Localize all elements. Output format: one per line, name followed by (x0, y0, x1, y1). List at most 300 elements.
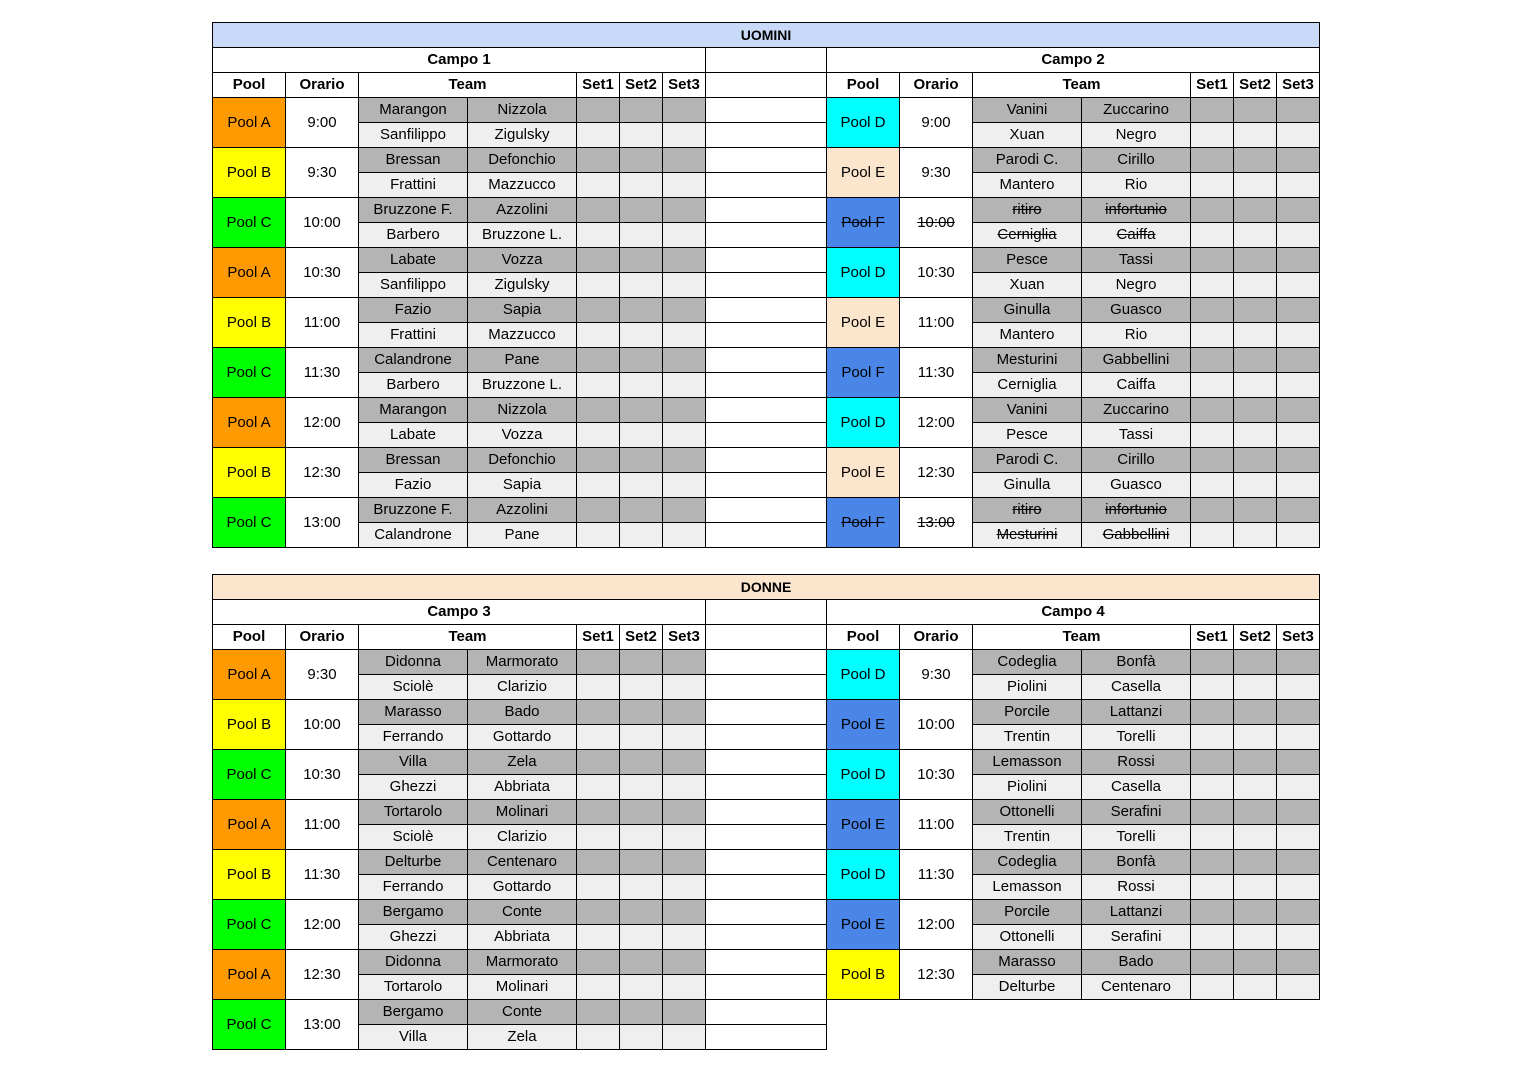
pool-cell: Pool D (827, 650, 900, 700)
set-score-cell[interactable] (663, 348, 706, 373)
player-name: Xuan (973, 273, 1082, 298)
player-name: Ferrando (359, 725, 468, 750)
set-score-cell[interactable] (1191, 975, 1234, 1000)
pool-cell: Pool C (213, 348, 286, 398)
set-score-cell[interactable] (1191, 925, 1234, 950)
set-score-cell[interactable] (577, 298, 620, 323)
set-score-cell[interactable] (620, 498, 663, 523)
set-score-cell[interactable] (1234, 498, 1277, 523)
set-score-cell[interactable] (663, 448, 706, 473)
set-score-cell[interactable] (620, 423, 663, 448)
table-row (213, 148, 1320, 173)
set-score-cell[interactable] (663, 98, 706, 123)
set-score-cell[interactable] (620, 925, 663, 950)
set-score-cell[interactable] (663, 800, 706, 825)
time-cell: 13:00 (286, 1000, 359, 1050)
set-score-cell[interactable] (1277, 800, 1320, 825)
player-name: Rossi (1082, 750, 1191, 775)
set-score-cell[interactable] (620, 473, 663, 498)
set-score-cell[interactable] (620, 1025, 663, 1050)
set-score-cell[interactable] (1191, 800, 1234, 825)
set-score-cell[interactable] (620, 825, 663, 850)
set-score-cell[interactable] (1191, 123, 1234, 148)
set-score-cell[interactable] (1277, 975, 1320, 1000)
set-score-cell[interactable] (577, 650, 620, 675)
player-name: Bressan (359, 448, 468, 473)
set-score-cell[interactable] (577, 1025, 620, 1050)
set-score-cell[interactable] (1234, 675, 1277, 700)
player-name: Labate (359, 248, 468, 273)
set-score-cell[interactable] (1234, 700, 1277, 725)
set-score-cell[interactable] (1277, 498, 1320, 523)
set-score-cell[interactable] (663, 725, 706, 750)
set-score-cell[interactable] (1277, 273, 1320, 298)
time-cell: 13:00 (286, 498, 359, 548)
table-row (213, 675, 1320, 700)
set-score-cell[interactable] (577, 373, 620, 398)
pool-cell: Pool B (213, 700, 286, 750)
set-score-cell[interactable] (663, 473, 706, 498)
set-score-cell[interactable] (1191, 298, 1234, 323)
set-score-cell[interactable] (620, 523, 663, 548)
set-score-cell[interactable] (1191, 825, 1234, 850)
gap-cell (706, 700, 827, 725)
set-score-cell[interactable] (577, 825, 620, 850)
set-score-cell[interactable] (620, 323, 663, 348)
set-score-cell[interactable] (1234, 950, 1277, 975)
set-score-cell[interactable] (1191, 875, 1234, 900)
player-name: Bado (1082, 950, 1191, 975)
player-name: Bruzzone L. (468, 223, 577, 248)
set-score-cell[interactable] (620, 900, 663, 925)
gap-cell (706, 423, 827, 448)
set-score-cell[interactable] (1191, 373, 1234, 398)
player-name: Gabbellini (1082, 523, 1191, 548)
set-score-cell[interactable] (1277, 123, 1320, 148)
set-score-cell[interactable] (1277, 675, 1320, 700)
set-score-cell[interactable] (1277, 223, 1320, 248)
set-score-cell[interactable] (1234, 850, 1277, 875)
table-row (213, 975, 1320, 1000)
gap-cell (706, 73, 827, 98)
player-name: Fazio (359, 473, 468, 498)
set-score-cell[interactable] (663, 1000, 706, 1025)
set-score-cell[interactable] (1191, 950, 1234, 975)
set-score-cell[interactable] (1191, 750, 1234, 775)
gap-cell (706, 373, 827, 398)
set-score-cell[interactable] (1277, 173, 1320, 198)
set-score-cell[interactable] (620, 123, 663, 148)
player-name: Conte (468, 900, 577, 925)
set-score-cell[interactable] (1277, 423, 1320, 448)
gap-cell (706, 825, 827, 850)
set-score-cell[interactable] (620, 975, 663, 1000)
player-name: Caiffa (1082, 223, 1191, 248)
set-score-cell[interactable] (1234, 725, 1277, 750)
court-name: Campo 3 (213, 600, 706, 625)
set-score-cell[interactable] (620, 875, 663, 900)
player-name: Ottonelli (973, 925, 1082, 950)
set-score-cell[interactable] (620, 700, 663, 725)
set-score-cell[interactable] (1277, 775, 1320, 800)
set-score-cell[interactable] (1191, 423, 1234, 448)
player-name: Porcile (973, 700, 1082, 725)
set-score-cell[interactable] (663, 975, 706, 1000)
set-score-cell[interactable] (577, 900, 620, 925)
table-row (213, 850, 1320, 875)
set-score-cell[interactable] (577, 98, 620, 123)
set-score-cell[interactable] (620, 950, 663, 975)
set-score-cell[interactable] (577, 473, 620, 498)
set-score-cell[interactable] (620, 148, 663, 173)
table-row (213, 273, 1320, 298)
gap-cell (706, 1025, 827, 1050)
set-score-cell[interactable] (1277, 850, 1320, 875)
set-score-cell[interactable] (663, 123, 706, 148)
set-score-cell[interactable] (1191, 398, 1234, 423)
set-score-cell[interactable] (1191, 223, 1234, 248)
set-score-cell[interactable] (620, 373, 663, 398)
set-score-cell[interactable] (1277, 98, 1320, 123)
set-score-cell[interactable] (1277, 750, 1320, 775)
set-score-cell[interactable] (663, 373, 706, 398)
pool-cell: Pool E (827, 448, 900, 498)
set-score-cell[interactable] (1277, 148, 1320, 173)
set-score-cell[interactable] (663, 523, 706, 548)
gap-cell (706, 625, 827, 650)
set-score-cell[interactable] (620, 775, 663, 800)
set-score-cell[interactable] (1234, 148, 1277, 173)
set-score-cell[interactable] (1277, 323, 1320, 348)
time-cell: 11:30 (286, 348, 359, 398)
set-score-cell[interactable] (577, 775, 620, 800)
set-score-cell[interactable] (1191, 850, 1234, 875)
player-name: Vanini (973, 98, 1082, 123)
gap-cell (706, 173, 827, 198)
player-name: Bruzzone F. (359, 498, 468, 523)
player-name: Tassi (1082, 248, 1191, 273)
column-header: Pool (827, 73, 900, 98)
set-score-cell[interactable] (1191, 198, 1234, 223)
player-name: Vozza (468, 248, 577, 273)
pool-cell: Pool B (213, 298, 286, 348)
set-score-cell[interactable] (577, 198, 620, 223)
set-score-cell[interactable] (577, 750, 620, 775)
player-name: Centenaro (468, 850, 577, 875)
column-header: Set3 (1277, 73, 1320, 98)
set-score-cell[interactable] (577, 875, 620, 900)
set-score-cell[interactable] (663, 1025, 706, 1050)
player-name: Xuan (973, 123, 1082, 148)
gap-cell (706, 875, 827, 900)
set-score-cell[interactable] (1234, 473, 1277, 498)
set-score-cell[interactable] (577, 448, 620, 473)
set-score-cell[interactable] (620, 248, 663, 273)
player-name: Sapia (468, 298, 577, 323)
set-score-cell[interactable] (577, 1000, 620, 1025)
set-score-cell[interactable] (1234, 800, 1277, 825)
player-name: Ginulla (973, 298, 1082, 323)
set-score-cell[interactable] (1277, 900, 1320, 925)
gap-cell (706, 925, 827, 950)
player-name: Clarizio (468, 675, 577, 700)
set-score-cell[interactable] (577, 950, 620, 975)
set-score-cell[interactable] (1277, 298, 1320, 323)
set-score-cell[interactable] (577, 725, 620, 750)
pool-cell: Pool A (213, 98, 286, 148)
set-score-cell[interactable] (1277, 398, 1320, 423)
set-score-cell[interactable] (577, 850, 620, 875)
column-header: Team (973, 625, 1191, 650)
set-score-cell[interactable] (1234, 123, 1277, 148)
set-score-cell[interactable] (1277, 950, 1320, 975)
table-row (213, 700, 1320, 725)
gap-cell (706, 750, 827, 775)
gap-cell (706, 198, 827, 223)
set-score-cell[interactable] (577, 975, 620, 1000)
table-row (213, 650, 1320, 675)
set-score-cell[interactable] (620, 198, 663, 223)
set-score-cell[interactable] (663, 198, 706, 223)
set-score-cell[interactable] (1191, 323, 1234, 348)
player-name: Porcile (973, 900, 1082, 925)
set-score-cell[interactable] (1277, 825, 1320, 850)
player-name: Serafini (1082, 800, 1191, 825)
set-score-cell[interactable] (663, 148, 706, 173)
set-score-cell[interactable] (577, 223, 620, 248)
table-row (213, 348, 1320, 373)
set-score-cell[interactable] (1234, 173, 1277, 198)
player-name: Nizzola (468, 98, 577, 123)
set-score-cell[interactable] (1191, 273, 1234, 298)
set-score-cell[interactable] (577, 173, 620, 198)
set-score-cell[interactable] (663, 298, 706, 323)
set-score-cell[interactable] (1277, 473, 1320, 498)
set-score-cell[interactable] (1277, 248, 1320, 273)
set-score-cell[interactable] (1234, 523, 1277, 548)
time-cell: 12:00 (900, 900, 973, 950)
set-score-cell[interactable] (577, 398, 620, 423)
player-name: Negro (1082, 273, 1191, 298)
set-score-cell[interactable] (663, 825, 706, 850)
set-score-cell[interactable] (1234, 248, 1277, 273)
player-name: Gottardo (468, 725, 577, 750)
set-score-cell[interactable] (577, 273, 620, 298)
column-header: Set2 (620, 73, 663, 98)
player-name: Trentin (973, 825, 1082, 850)
set-score-cell[interactable] (663, 498, 706, 523)
set-score-cell[interactable] (620, 750, 663, 775)
set-score-cell[interactable] (1191, 498, 1234, 523)
set-score-cell[interactable] (1234, 775, 1277, 800)
set-score-cell[interactable] (663, 248, 706, 273)
set-score-cell[interactable] (620, 398, 663, 423)
set-score-cell[interactable] (1277, 348, 1320, 373)
set-score-cell[interactable] (663, 925, 706, 950)
player-name: Lattanzi (1082, 900, 1191, 925)
player-name: Torelli (1082, 725, 1191, 750)
gap-cell (706, 323, 827, 348)
set-score-cell[interactable] (1191, 700, 1234, 725)
set-score-cell[interactable] (1277, 650, 1320, 675)
player-name: Marangon (359, 398, 468, 423)
gap-cell (706, 48, 827, 73)
set-score-cell[interactable] (620, 173, 663, 198)
player-name: Mantero (973, 323, 1082, 348)
set-score-cell[interactable] (663, 775, 706, 800)
set-score-cell[interactable] (1277, 373, 1320, 398)
pool-cell: Pool E (827, 800, 900, 850)
set-score-cell[interactable] (1234, 650, 1277, 675)
set-score-cell[interactable] (663, 950, 706, 975)
pool-cell: Pool F (827, 498, 900, 548)
set-score-cell[interactable] (663, 423, 706, 448)
set-score-cell[interactable] (620, 725, 663, 750)
set-score-cell[interactable] (620, 98, 663, 123)
time-cell: 10:30 (900, 248, 973, 298)
set-score-cell[interactable] (577, 248, 620, 273)
player-name: Marmorato (468, 650, 577, 675)
time-cell: 11:00 (286, 800, 359, 850)
set-score-cell[interactable] (577, 148, 620, 173)
donne-schedule-table (212, 574, 1320, 1050)
set-score-cell[interactable] (1191, 248, 1234, 273)
set-score-cell[interactable] (620, 650, 663, 675)
player-name: Ginulla (973, 473, 1082, 498)
set-score-cell[interactable] (663, 223, 706, 248)
set-score-cell[interactable] (1234, 323, 1277, 348)
set-score-cell[interactable] (620, 223, 663, 248)
player-name: Bergamo (359, 900, 468, 925)
column-header: Pool (213, 73, 286, 98)
set-score-cell[interactable] (1234, 750, 1277, 775)
set-score-cell[interactable] (1191, 650, 1234, 675)
gap-cell (706, 223, 827, 248)
set-score-cell[interactable] (1191, 675, 1234, 700)
set-score-cell[interactable] (1234, 900, 1277, 925)
time-cell: 12:30 (286, 950, 359, 1000)
player-name: Piolini (973, 675, 1082, 700)
time-cell: 11:30 (286, 850, 359, 900)
set-score-cell[interactable] (663, 900, 706, 925)
set-score-cell[interactable] (1277, 725, 1320, 750)
set-score-cell[interactable] (620, 448, 663, 473)
set-score-cell[interactable] (1234, 398, 1277, 423)
set-score-cell[interactable] (577, 800, 620, 825)
set-score-cell[interactable] (1191, 775, 1234, 800)
set-score-cell[interactable] (620, 348, 663, 373)
player-name: Sciolè (359, 675, 468, 700)
set-score-cell[interactable] (577, 498, 620, 523)
set-score-cell[interactable] (1234, 98, 1277, 123)
player-name: Conte (468, 1000, 577, 1025)
set-score-cell[interactable] (577, 700, 620, 725)
set-score-cell[interactable] (663, 675, 706, 700)
set-score-cell[interactable] (1234, 223, 1277, 248)
set-score-cell[interactable] (577, 423, 620, 448)
set-score-cell[interactable] (663, 173, 706, 198)
set-score-cell[interactable] (1234, 298, 1277, 323)
set-score-cell[interactable] (577, 348, 620, 373)
time-cell: 13:00 (900, 498, 973, 548)
set-score-cell[interactable] (1234, 198, 1277, 223)
set-score-cell[interactable] (620, 675, 663, 700)
column-header: Set3 (663, 625, 706, 650)
set-score-cell[interactable] (620, 273, 663, 298)
court-name: Campo 2 (827, 48, 1320, 73)
pool-cell: Pool E (827, 298, 900, 348)
set-score-cell[interactable] (1277, 448, 1320, 473)
set-score-cell[interactable] (1234, 875, 1277, 900)
set-score-cell[interactable] (1277, 198, 1320, 223)
set-score-cell[interactable] (1234, 925, 1277, 950)
player-name: Parodi C. (973, 448, 1082, 473)
gap-cell (706, 273, 827, 298)
set-score-cell[interactable] (663, 750, 706, 775)
player-name: Casella (1082, 675, 1191, 700)
player-name: Lemasson (973, 875, 1082, 900)
time-cell: 10:30 (286, 750, 359, 800)
set-score-cell[interactable] (1191, 348, 1234, 373)
set-score-cell[interactable] (1234, 273, 1277, 298)
set-score-cell[interactable] (1191, 523, 1234, 548)
set-score-cell[interactable] (577, 523, 620, 548)
set-score-cell[interactable] (620, 1000, 663, 1025)
set-score-cell[interactable] (1191, 473, 1234, 498)
set-score-cell[interactable] (1191, 900, 1234, 925)
gap-cell (706, 725, 827, 750)
set-score-cell[interactable] (1234, 448, 1277, 473)
set-score-cell[interactable] (577, 123, 620, 148)
set-score-cell[interactable] (1234, 825, 1277, 850)
set-score-cell[interactable] (1277, 925, 1320, 950)
set-score-cell[interactable] (620, 800, 663, 825)
set-score-cell[interactable] (663, 650, 706, 675)
pool-cell: Pool B (213, 148, 286, 198)
set-score-cell[interactable] (1234, 348, 1277, 373)
set-score-cell[interactable] (577, 675, 620, 700)
set-score-cell[interactable] (663, 850, 706, 875)
set-score-cell[interactable] (577, 925, 620, 950)
set-score-cell[interactable] (1234, 975, 1277, 1000)
player-name: Mantero (973, 173, 1082, 198)
set-score-cell[interactable] (1277, 523, 1320, 548)
player-name: Zela (468, 750, 577, 775)
set-score-cell[interactable] (620, 850, 663, 875)
set-score-cell[interactable] (620, 298, 663, 323)
set-score-cell[interactable] (1191, 148, 1234, 173)
gap-cell (706, 600, 827, 625)
set-score-cell[interactable] (663, 875, 706, 900)
set-score-cell[interactable] (663, 323, 706, 348)
set-score-cell[interactable] (1191, 98, 1234, 123)
player-name: Pesce (973, 248, 1082, 273)
set-score-cell[interactable] (1191, 725, 1234, 750)
set-score-cell[interactable] (663, 700, 706, 725)
set-score-cell[interactable] (1234, 423, 1277, 448)
set-score-cell[interactable] (577, 323, 620, 348)
time-cell: 12:30 (900, 950, 973, 1000)
set-score-cell[interactable] (1191, 173, 1234, 198)
player-name: Calandrone (359, 348, 468, 373)
set-score-cell[interactable] (663, 398, 706, 423)
set-score-cell[interactable] (1277, 875, 1320, 900)
gap-cell (706, 148, 827, 173)
set-score-cell[interactable] (1234, 373, 1277, 398)
set-score-cell[interactable] (1191, 448, 1234, 473)
set-score-cell[interactable] (663, 273, 706, 298)
set-score-cell[interactable] (1277, 700, 1320, 725)
